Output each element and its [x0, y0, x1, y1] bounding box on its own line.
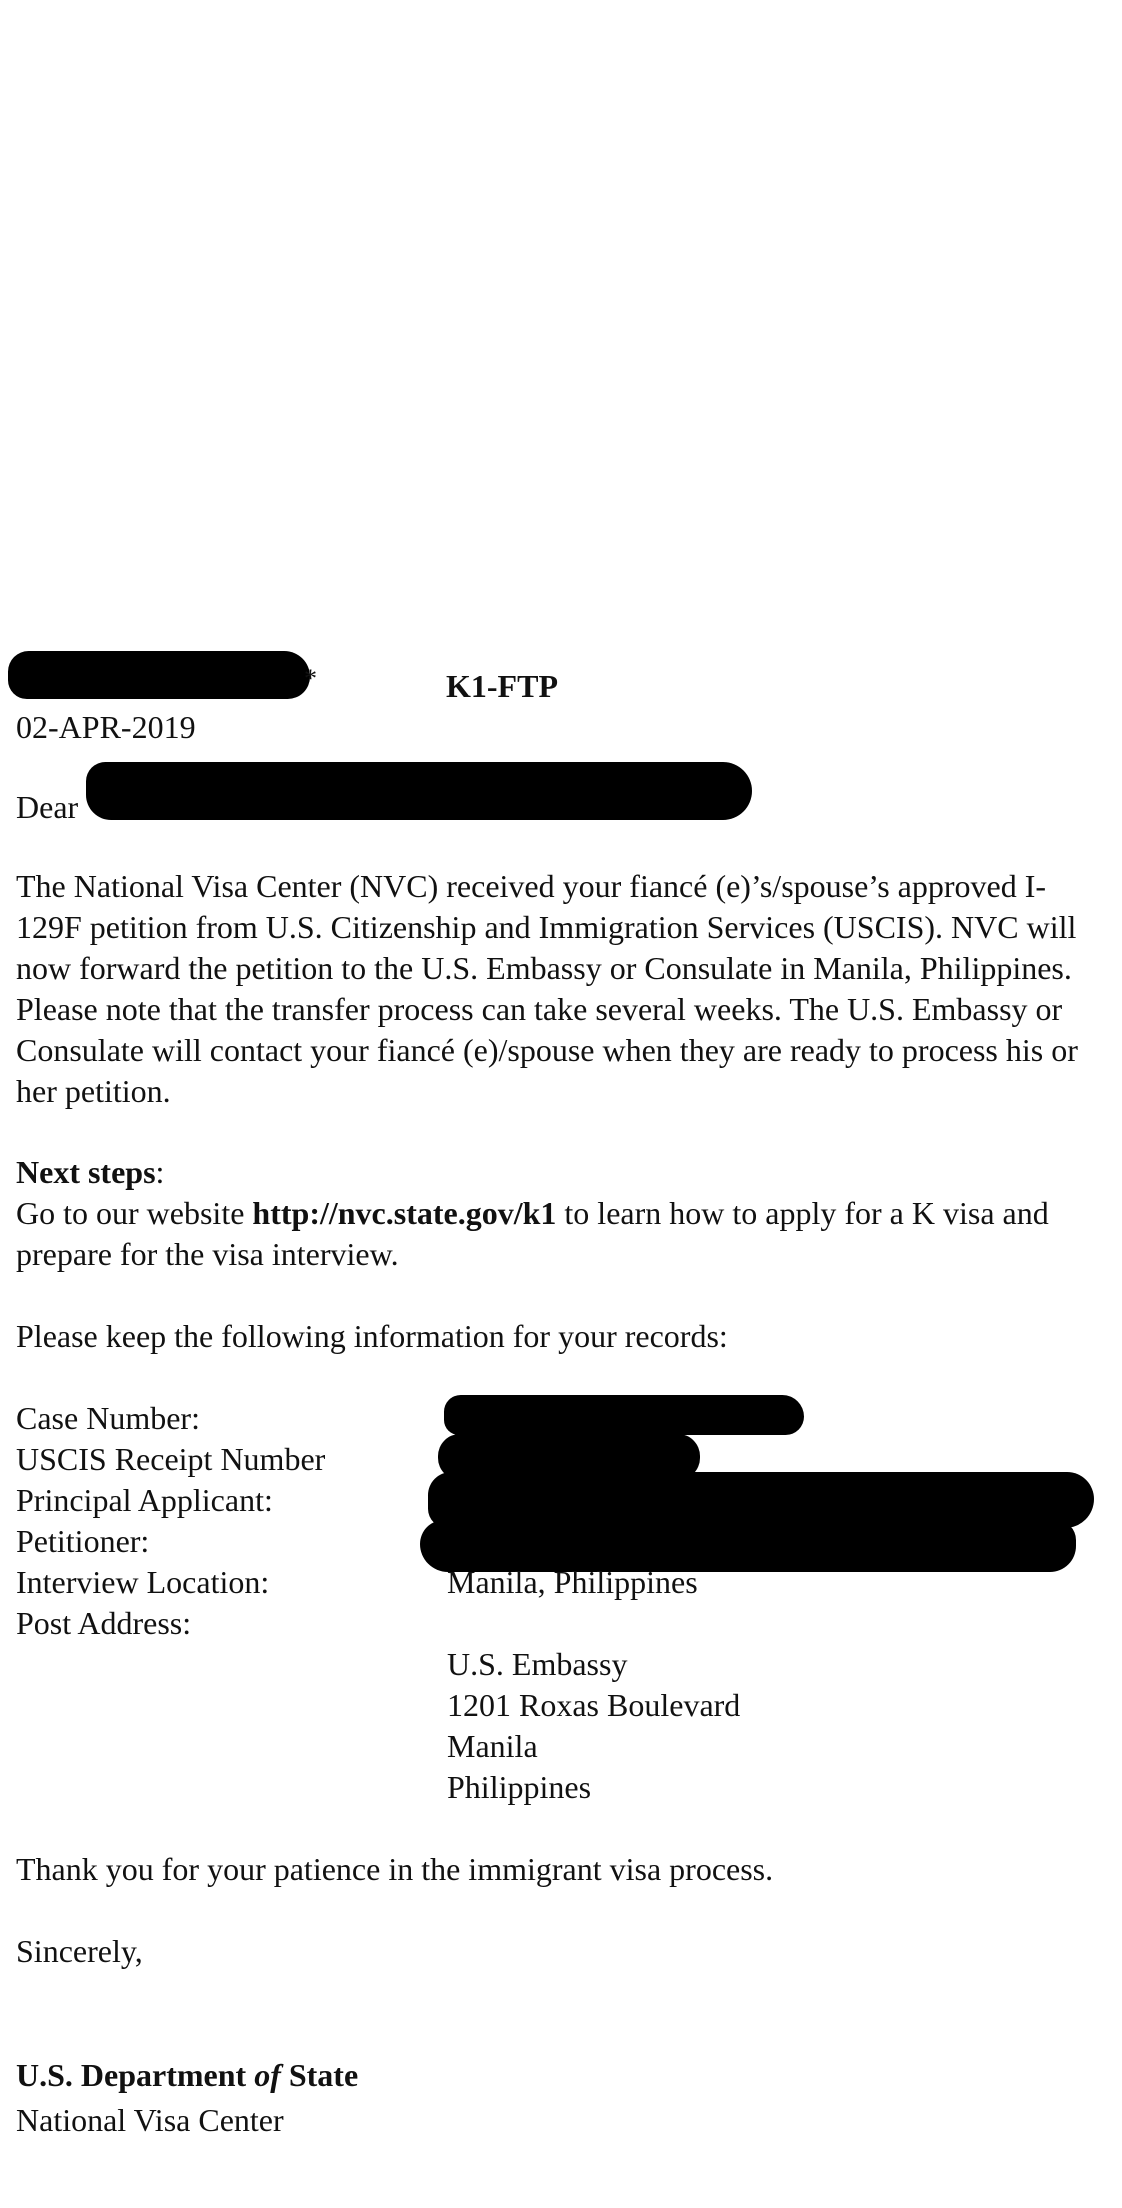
- next-steps-heading: [16, 1152, 164, 1193]
- redacted-recipient-name: [86, 762, 752, 820]
- petitioner-label: Petitioner:: [16, 1523, 150, 1559]
- post-address-line-3: Manila: [447, 1728, 538, 1764]
- next-steps-text-before: Go to our website: [16, 1195, 253, 1231]
- post-address-line-4: Philippines: [447, 1769, 592, 1805]
- redacted-case-number: [444, 1395, 804, 1435]
- next-steps-text-after: to learn how to apply for a K visa and prepare for the visa interview.: [16, 1195, 1049, 1272]
- sign-off: Sincerely,: [16, 1933, 143, 1969]
- principal-applicant-label: Principal Applicant:: [16, 1482, 273, 1518]
- header-asterisk: *: [304, 664, 317, 693]
- nvc-website-link[interactable]: http://nvc.state.gov/k1: [252, 1195, 557, 1231]
- body-paragraph: The National Visa Center (NVC) received your fiancé (e)’s/spouse’s approved I-129F petition from U.S. Citizenship and Immigration Services (USCIS). NVC will now forward the petition to the U.S. Embassy or Consulate in Manila, Philippines. Please note that the transfer process can take several weeks. The U.S. Embassy or Consulate will contact your fiancé (e)/spouse when they are ready to process his or her petition.: [16, 868, 1078, 1109]
- next-steps-label: Next steps: [16, 1154, 156, 1190]
- post-address-line-1: U.S. Embassy: [447, 1646, 628, 1682]
- case-number-label: Case Number:: [16, 1400, 200, 1436]
- interview-location-label: Interview Location:: [16, 1564, 270, 1600]
- uscis-receipt-label: USCIS Receipt Number: [16, 1441, 326, 1477]
- salutation: Dear: [16, 789, 79, 825]
- next-steps-text: [16, 1193, 1111, 1275]
- signature-org-part-3: State: [280, 2057, 359, 2093]
- signature-org-part-1: U.S. Department: [16, 2057, 255, 2093]
- records-intro: Please keep the following information for your records:: [16, 1318, 728, 1354]
- interview-location-value: Manila, Philippines: [447, 1564, 698, 1600]
- redacted-sender-name: [8, 651, 310, 699]
- next-steps-colon: :: [155, 1154, 165, 1190]
- signature-unit: National Visa Center: [16, 2102, 284, 2138]
- post-address-label: Post Address:: [16, 1605, 192, 1641]
- letter-date: 02-APR-2019: [16, 709, 196, 745]
- closing-text: Thank you for your patience in the immigrant visa process.: [16, 1851, 774, 1887]
- post-address-line-2: 1201 Roxas Boulevard: [447, 1687, 741, 1723]
- document-code: K1-FTP: [446, 668, 558, 704]
- signature-organization: [16, 2055, 358, 2096]
- signature-org-part-2: of: [254, 2057, 281, 2093]
